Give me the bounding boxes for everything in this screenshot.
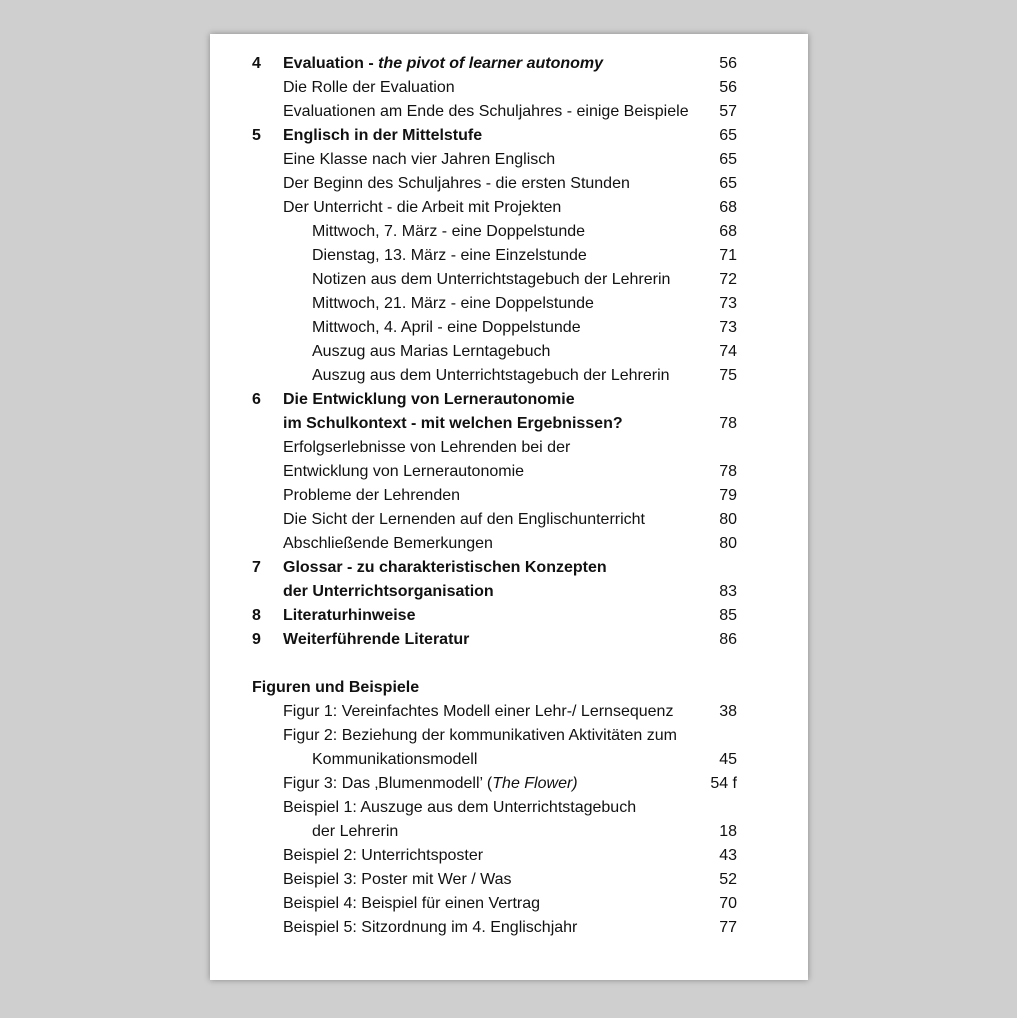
page-number: 85	[719, 607, 737, 624]
chapter-number: 7	[252, 559, 261, 576]
toc-entry	[210, 508, 808, 532]
entry-title	[283, 196, 561, 220]
page-number: 73	[719, 319, 737, 336]
entry-title	[283, 604, 415, 628]
page-number: 77	[719, 919, 737, 936]
entry-title-text: Evaluationen am Ende des Schuljahres - einige Beispiele	[283, 103, 689, 120]
document-page	[210, 34, 808, 980]
chapter-number: 5	[252, 127, 261, 144]
entry-title	[283, 460, 524, 484]
entry-title	[283, 532, 493, 556]
figures-heading	[210, 676, 808, 700]
toc-entry	[210, 580, 808, 604]
entry-title	[283, 172, 630, 196]
page-number: 52	[719, 871, 737, 888]
page-number: 56	[719, 55, 737, 72]
page-number: 73	[719, 295, 737, 312]
entry-title	[283, 628, 469, 652]
entry-title-text: Erfolgserlebnisse von Lehrenden bei der	[283, 439, 571, 456]
entry-title-text: Die Entwicklung von Lernerautonomie	[283, 391, 575, 408]
page-number: 56	[719, 79, 737, 96]
chapter-number: 9	[252, 631, 261, 648]
entry-title	[283, 844, 483, 868]
page-number: 45	[719, 751, 737, 768]
page-number: 72	[719, 271, 737, 288]
page-number: 43	[719, 847, 737, 864]
entry-title-text: Auszug aus dem Unterrichtstagebuch der Lehrerin	[312, 367, 670, 384]
entry-title-text: Literaturhinweise	[283, 607, 416, 624]
entry-title-italic: The Flower)	[492, 775, 578, 792]
toc-entry	[210, 172, 808, 196]
entry-title	[283, 508, 645, 532]
toc-entry	[210, 244, 808, 268]
entry-title	[312, 364, 670, 388]
entry-title	[283, 700, 673, 724]
entry-title-text: Figur 3: Das ‚Blumenmodell’ (	[283, 775, 493, 792]
page-number: 57	[719, 103, 737, 120]
entry-title	[283, 796, 636, 820]
toc-entry	[210, 532, 808, 556]
entry-title-text: Beispiel 1: Auszuge aus dem Unterrichtstagebuch	[283, 799, 637, 816]
page-number: 78	[719, 415, 737, 432]
page-number: 65	[719, 175, 737, 192]
toc-entry	[210, 628, 808, 652]
entry-title-text: Abschließende Bemerkungen	[283, 535, 493, 552]
page-number: 38	[719, 703, 737, 720]
page-number: 68	[719, 223, 737, 240]
toc-entry	[210, 52, 808, 76]
figure-entry	[210, 748, 808, 772]
page-number: 78	[719, 463, 737, 480]
page-number: 79	[719, 487, 737, 504]
entry-title	[283, 724, 677, 748]
toc-entry	[210, 316, 808, 340]
toc-entry	[210, 604, 808, 628]
toc-entry	[210, 220, 808, 244]
page-number: 83	[719, 583, 737, 600]
entry-title	[283, 388, 575, 412]
toc-entry	[210, 388, 808, 412]
entry-title	[312, 820, 398, 844]
toc-entry	[210, 412, 808, 436]
entry-title	[283, 52, 603, 76]
entry-title	[283, 868, 512, 892]
entry-title-text: Englisch in der Mittelstufe	[283, 127, 483, 144]
entry-title	[283, 436, 570, 460]
entry-title	[283, 916, 577, 940]
entry-title	[283, 412, 623, 436]
entry-title	[283, 100, 689, 124]
entry-title-text: der Lehrerin	[312, 823, 399, 840]
table-of-contents	[210, 52, 808, 940]
entry-title	[283, 124, 482, 148]
figure-entry	[210, 844, 808, 868]
figure-entry	[210, 820, 808, 844]
entry-title-text: Probleme der Lehrenden	[283, 487, 461, 504]
entry-title-text: Beispiel 2: Unterrichtsposter	[283, 847, 484, 864]
page-number: 86	[719, 631, 737, 648]
toc-entry	[210, 100, 808, 124]
page-number: 65	[719, 151, 737, 168]
entry-title	[283, 556, 607, 580]
entry-title	[312, 316, 581, 340]
entry-title-text: Mittwoch, 21. März - eine Doppelstunde	[312, 295, 594, 312]
entry-title-text: Mittwoch, 4. April - eine Doppelstunde	[312, 319, 581, 336]
entry-title-text: Evaluation -	[283, 55, 379, 72]
page-number: 71	[719, 247, 737, 264]
entry-title	[283, 148, 555, 172]
page-number: 65	[719, 127, 737, 144]
page-number: 80	[719, 535, 737, 552]
entry-title	[312, 268, 670, 292]
toc-entry	[210, 268, 808, 292]
entry-title-text: Figur 2: Beziehung der kommunikativen Aktivitäten zum	[283, 727, 677, 744]
entry-title-text: Beispiel 3: Poster mit Wer / Was	[283, 871, 512, 888]
entry-title-text: Auszug aus Marias Lerntagebuch	[312, 343, 551, 360]
entry-title-text: Dienstag, 13. März - eine Einzelstunde	[312, 247, 587, 264]
entry-title-text: im Schulkontext - mit welchen Ergebnissen?	[283, 415, 623, 432]
figure-entry	[210, 916, 808, 940]
entry-title	[283, 76, 455, 100]
entry-title-text: Mittwoch, 7. März - eine Doppelstunde	[312, 223, 586, 240]
entry-title-text: Beispiel 4: Beispiel für einen Vertrag	[283, 895, 541, 912]
figure-entry	[210, 892, 808, 916]
entry-title-text: Notizen aus dem Unterrichtstagebuch der Lehrerin	[312, 271, 671, 288]
entry-title	[312, 340, 550, 364]
toc-entry	[210, 292, 808, 316]
toc-entry	[210, 556, 808, 580]
entry-title-text: Beispiel 5: Sitzordnung im 4. Englischjahr	[283, 919, 578, 936]
toc-entry	[210, 364, 808, 388]
section-gap	[210, 652, 808, 676]
entry-title	[312, 748, 477, 772]
chapter-number: 8	[252, 607, 261, 624]
page-number: 54 f	[710, 775, 737, 792]
entry-title-text: Entwicklung von Lernerautonomie	[283, 463, 525, 480]
entry-title	[312, 220, 585, 244]
entry-title-text: Die Rolle der Evaluation	[283, 79, 455, 96]
toc-entry	[210, 460, 808, 484]
entry-title-text: Kommunikationsmodell	[312, 751, 478, 768]
figure-entry	[210, 868, 808, 892]
entry-title	[283, 484, 460, 508]
page-number: 74	[719, 343, 737, 360]
page-number: 70	[719, 895, 737, 912]
entry-title-text: Eine Klasse nach vier Jahren Englisch	[283, 151, 556, 168]
entry-title	[283, 580, 494, 604]
chapter-number: 6	[252, 391, 261, 408]
entry-title	[283, 892, 540, 916]
entry-title-text: Der Unterricht - die Arbeit mit Projekten	[283, 199, 562, 216]
page-number: 75	[719, 367, 737, 384]
toc-entry	[210, 340, 808, 364]
entry-title	[283, 772, 578, 796]
entry-title-text: Figur 1: Vereinfachtes Modell einer Lehr-/ Lernsequenz	[283, 703, 674, 720]
figure-entry	[210, 700, 808, 724]
entry-title-text: Weiterführende Literatur	[283, 631, 470, 648]
toc-entry	[210, 76, 808, 100]
entry-title-text: Der Beginn des Schuljahres - die ersten Stunden	[283, 175, 630, 192]
toc-entry	[210, 436, 808, 460]
entry-title	[312, 244, 587, 268]
page-number: 68	[719, 199, 737, 216]
page-number: 80	[719, 511, 737, 528]
toc-entry	[210, 484, 808, 508]
entry-title	[312, 292, 594, 316]
figures-heading-text: Figuren und Beispiele	[252, 679, 420, 696]
toc-entry	[210, 124, 808, 148]
entry-title-text: Glossar - zu charakteristischen Konzepten	[283, 559, 607, 576]
entry-title-text: Die Sicht der Lernenden auf den Englischunterricht	[283, 511, 645, 528]
toc-entry	[210, 196, 808, 220]
toc-entry	[210, 148, 808, 172]
entry-title-text: der Unterrichtsorganisation	[283, 583, 494, 600]
chapter-number: 4	[252, 55, 261, 72]
figure-entry	[210, 772, 808, 796]
figure-entry	[210, 796, 808, 820]
entry-title-italic: the pivot of learner autonomy	[378, 55, 604, 72]
page-number: 18	[719, 823, 737, 840]
figure-entry	[210, 724, 808, 748]
